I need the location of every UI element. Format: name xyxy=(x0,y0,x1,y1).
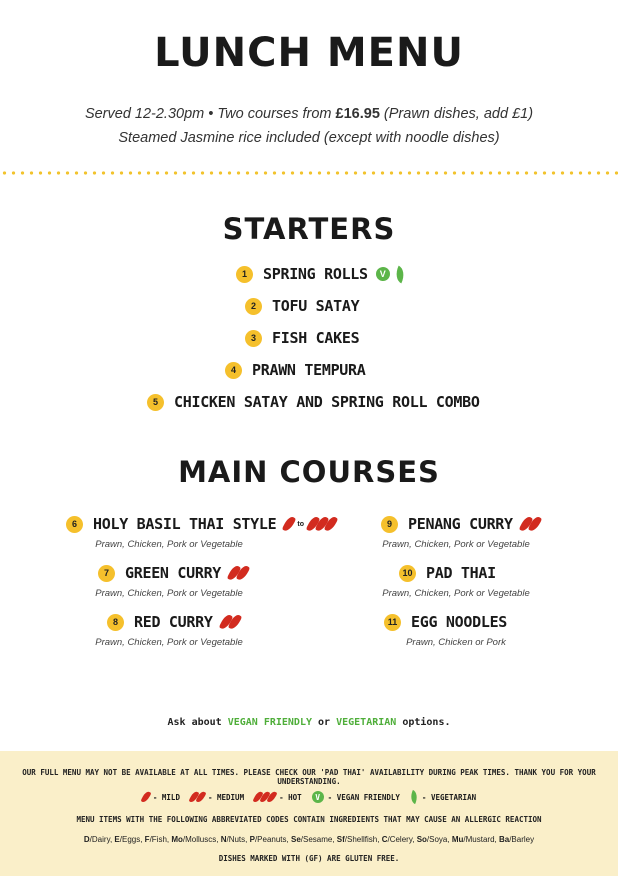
item-description: Prawn, Chicken, Pork or Vegetable xyxy=(95,588,243,599)
starter-item xyxy=(236,265,405,283)
item-number: 3 xyxy=(245,330,262,347)
item-description: Prawn, Chicken, Pork or Vegetable xyxy=(382,539,530,550)
item-description: Prawn, Chicken, Pork or Vegetable xyxy=(95,539,243,550)
item-description: Prawn, Chicken, Pork or Vegetable xyxy=(95,637,243,648)
gluten-free-note: DISHES MARKED WITH (GF) ARE GLUTEN FREE. xyxy=(218,854,400,863)
allergen-name: /Celery, xyxy=(387,835,417,844)
allergen-item xyxy=(84,835,115,844)
allergen-item xyxy=(145,835,172,844)
allergen-item xyxy=(250,835,291,844)
main-item xyxy=(98,564,247,582)
allergen-name: /Peanuts, xyxy=(254,835,291,844)
allergen-name: /Mustard, xyxy=(463,835,499,844)
main-item xyxy=(381,515,539,533)
allergen-item xyxy=(291,835,337,844)
legend-label: - HOT xyxy=(279,792,302,802)
allergen-heading: MENU ITEMS WITH THE FOLLOWING ABBREVIATED CODES CONTAIN INGREDIENTS THAT MAY CAUSE AN ALLERGIC REACTION xyxy=(76,815,542,824)
item-number: 7 xyxy=(98,565,115,582)
allergen-code: P xyxy=(249,835,255,844)
vegan-friendly-icon: V xyxy=(376,267,390,281)
allergen-item xyxy=(382,835,417,844)
allergen-code: E xyxy=(114,835,120,844)
allergen-code: N xyxy=(220,835,227,844)
item-number: 1 xyxy=(236,266,253,283)
legend-label: - VEGETARIAN xyxy=(421,792,477,802)
item-name: EGG NOODLES xyxy=(411,613,508,631)
item-name: PRAWN TEMPURA xyxy=(252,361,366,379)
allergen-name: /Nuts, xyxy=(226,835,250,844)
allergen-code: C xyxy=(381,835,388,844)
item-number: 6 xyxy=(66,516,83,533)
allergen-code: Mu xyxy=(451,835,464,844)
chili-icon xyxy=(282,515,297,533)
allergen-name: /Fish, xyxy=(149,835,172,844)
service-hours-text: Served 12-2.30pm • Two courses from xyxy=(84,106,336,122)
item-name: SPRING ROLLS xyxy=(263,265,368,283)
vegetarian-leaf-icon xyxy=(392,265,407,283)
ask-pre-text: Ask about xyxy=(167,717,228,728)
allergen-item xyxy=(417,835,452,844)
item-number: 10 xyxy=(399,565,416,582)
starter-item xyxy=(225,361,366,379)
item-name: PENANG CURRY xyxy=(408,515,513,533)
chili-heat-icon xyxy=(229,565,247,581)
item-name: HOLY BASIL THAI STYLE xyxy=(93,515,277,533)
item-name: PAD THAI xyxy=(426,564,496,582)
legend-label: - MEDIUM xyxy=(207,792,245,802)
chili-icon xyxy=(140,790,151,803)
allergen-name: /Molluscs, xyxy=(182,835,221,844)
allergen-codes xyxy=(0,835,618,844)
item-name: TOFU SATAY xyxy=(272,297,360,315)
rice-note: Steamed Jasmine rice included (except with noodle dishes) xyxy=(118,130,500,146)
starter-item xyxy=(147,393,480,411)
starter-item xyxy=(245,297,359,315)
item-name: FISH CAKES xyxy=(272,329,360,347)
legend-mild xyxy=(142,791,180,803)
legend-vegetarian xyxy=(410,791,476,803)
item-number: 9 xyxy=(381,516,398,533)
item-number: 4 xyxy=(225,362,242,379)
chili-heat-icon xyxy=(284,516,335,532)
allergen-name: /Eggs, xyxy=(119,835,145,844)
legend-medium xyxy=(190,791,244,803)
allergen-item xyxy=(221,835,250,844)
item-number: 5 xyxy=(147,394,164,411)
item-name: GREEN CURRY xyxy=(125,564,222,582)
chili-heat-icon xyxy=(221,614,239,630)
item-name: CHICKEN SATAY AND SPRING ROLL COMBO xyxy=(174,393,480,411)
item-description: Prawn, Chicken, Pork or Vegetable xyxy=(382,588,530,599)
footer-panel xyxy=(0,751,618,876)
vegetarian-leaf-icon xyxy=(408,790,420,804)
allergen-item xyxy=(337,835,382,844)
allergen-item xyxy=(114,835,144,844)
allergen-name: /Soya, xyxy=(426,835,452,844)
vegetarian-label: VEGETARIAN xyxy=(336,717,397,728)
allergen-code: So xyxy=(416,835,427,844)
main-item xyxy=(66,515,335,533)
allergen-code: Mo xyxy=(171,835,183,844)
legend-hot xyxy=(254,791,302,803)
allergen-code: Ba xyxy=(498,835,510,844)
dotted-divider xyxy=(0,171,618,175)
item-number: 8 xyxy=(107,614,124,631)
starters-heading: STARTERS xyxy=(222,212,396,246)
price: £16.95 xyxy=(335,106,380,122)
heat-range-to: to xyxy=(297,520,304,528)
allergen-name: /Barley xyxy=(509,835,535,844)
allergen-code: Sf xyxy=(336,835,345,844)
main-item xyxy=(384,613,507,631)
ask-post-text: options. xyxy=(396,717,451,728)
legend-label: - MILD xyxy=(152,792,180,802)
allergen-code: D xyxy=(83,835,90,844)
dietary-options-note xyxy=(0,717,618,728)
item-number: 11 xyxy=(384,614,401,631)
allergen-code: Se xyxy=(290,835,301,844)
chili-heat-icon xyxy=(521,516,539,532)
main-item xyxy=(107,613,239,631)
allergen-item xyxy=(171,835,220,844)
icon-legend xyxy=(0,791,618,803)
vegan-friendly-icon: V xyxy=(312,791,324,803)
allergen-name: /Shellfish, xyxy=(344,835,382,844)
starter-item xyxy=(245,329,359,347)
main-item xyxy=(399,564,496,582)
availability-notice: OUR FULL MENU MAY NOT BE AVAILABLE AT ALL TIMES. PLEASE CHECK OUR 'PAD THAI' AVAILABILITY DURING PEAK TIMES. THANK YOU FOR YOUR UNDERSTANDING. xyxy=(22,768,596,786)
allergen-code: F xyxy=(144,835,150,844)
ask-mid-text: or xyxy=(312,717,337,728)
allergen-item xyxy=(452,835,499,844)
vegan-friendly-label: VEGAN FRIENDLY xyxy=(227,717,312,728)
allergen-name: /Dairy, xyxy=(89,835,115,844)
prawn-surcharge-text: (Prawn dishes, add £1) xyxy=(379,106,534,122)
legend-vegan xyxy=(312,791,400,803)
allergen-item xyxy=(499,835,534,844)
main-courses-heading: MAIN COURSES xyxy=(178,455,440,489)
allergen-name: /Sesame, xyxy=(300,835,337,844)
legend-label: - VEGAN FRIENDLY xyxy=(327,792,400,802)
service-info xyxy=(0,106,618,122)
page-title: LUNCH MENU xyxy=(154,30,464,76)
item-number: 2 xyxy=(245,298,262,315)
item-description: Prawn, Chicken or Pork xyxy=(406,637,506,648)
item-name: RED CURRY xyxy=(134,613,213,631)
